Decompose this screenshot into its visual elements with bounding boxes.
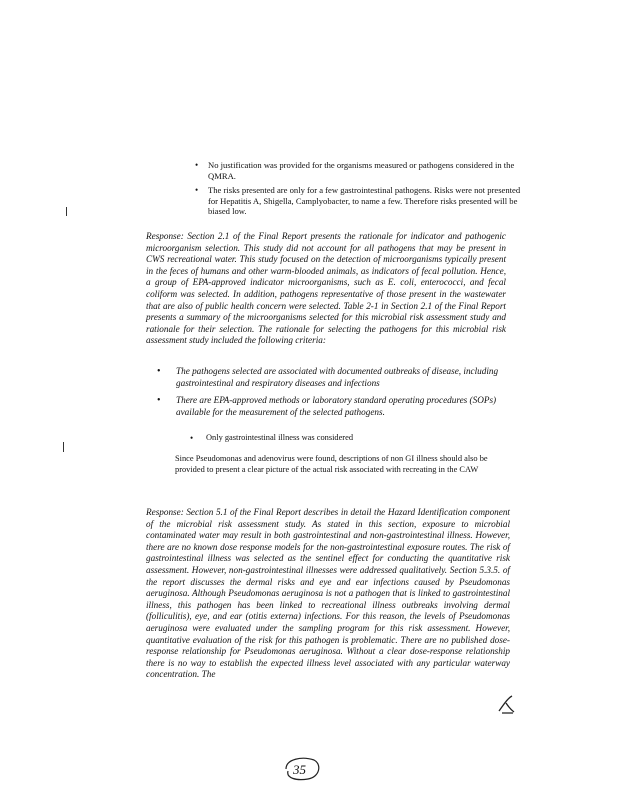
bullet-icon: • xyxy=(195,185,199,195)
margin-mark xyxy=(66,207,67,216)
comment-paragraph: Since Pseudomonas and adenovirus were found, descriptions of non GI illness should also be provided to present a clear picture of the actual risk associated with recreating in the CAW xyxy=(175,454,488,474)
bullet-icon: • xyxy=(195,160,199,170)
comment-bullet-list xyxy=(195,160,530,217)
response-paragraph-2: Response: Section 5.1 of the Final Report describes in detail the Hazard Identification component of the microbial risk assessment study. As stated in this section, exposure to microbial contaminated water may result in both gastrointestinal and non-gastrointestinal illness. However, there are no known dose response models for the non-gastrointestinal exposure routes. The risk of gastrointestinal illness was selected as the sentinel effect for conducting the quantitative risk assessment. However, non-gastrointestinal illnesses were addressed qualitatively. Section 5.3.5. of the report discusses the dermal risks and eye and ear infections caused by Pseudomonas aeruginosa. Although Pseudomonas aeruginosa is not a pathogen that is linked to gastrointestinal illness, this pathogen has been linked to recreational illness outbreaks involving dermal (folliculitis), eye, and ear (otitis externa) infections. For this reason, the levels of Pseudomonas aeruginosa were evaluated under the sampling program for this risk assessment. However, quantitative evaluation of the risk for this pathogen is problematic. There are no published dose-response relationship for Pseudomonas aeruginosa. Without a clear dose-response relationship there is no way to establish the expected illness level associated with any particular waterway concentration. The xyxy=(146,507,510,680)
comment-bullet: • Only gastrointestinal illness was considered xyxy=(190,433,354,443)
bullet-icon: • xyxy=(157,395,161,407)
list-item: • The risks presented are only for a few gastrointestinal pathogens. Risks were not presented for Hepatitis A, Shigella, Camplyobacter, to name a few. Therefore risks presented will be biased low. xyxy=(195,185,521,216)
svg-text:35: 35 xyxy=(293,762,306,777)
list-item: • There are EPA-approved methods or laboratory standard operating procedures (SOPs) available for the measurement of the selected pathogens. xyxy=(157,395,497,417)
margin-mark xyxy=(63,442,64,452)
response-paragraph-1: Response: Section 2.1 of the Final Report presents the rationale for indicator and pathogenic microorganism selection. This study did not account for all pathogens that may be present in CWS recreational water. This study focused on the detection of microorganisms typically present in the feces of humans and other warm-blooded animals, as indicators of fecal pollution. Hence, a group of EPA-approved indicator microorganisms, such as E. coli, enterococci, and fecal coliform was selected. In addition, pathogens representative of those present in the wastewater that are also of public health concern were selected. Table 2-1 in Section 2.1 of the Final Report presents a summary of the microorganisms selected for this microbial risk assessment study and rationale for their selection. The rationale for selecting the pathogens for this microbial risk assessment study included the following criteria: xyxy=(146,231,506,346)
bullet-icon: • xyxy=(157,366,161,377)
handwritten-mark-icon xyxy=(496,694,518,716)
page-number xyxy=(282,753,322,783)
list-item: • The pathogens selected are associated with documented outbreaks of disease, including gastrointestinal and respiratory diseases and infections xyxy=(157,366,499,388)
criteria-list xyxy=(157,366,506,424)
list-item: • No justification was provided for the organisms measured or pathogens considered in the QMRA. xyxy=(195,160,515,181)
bullet-icon: • xyxy=(190,433,194,443)
